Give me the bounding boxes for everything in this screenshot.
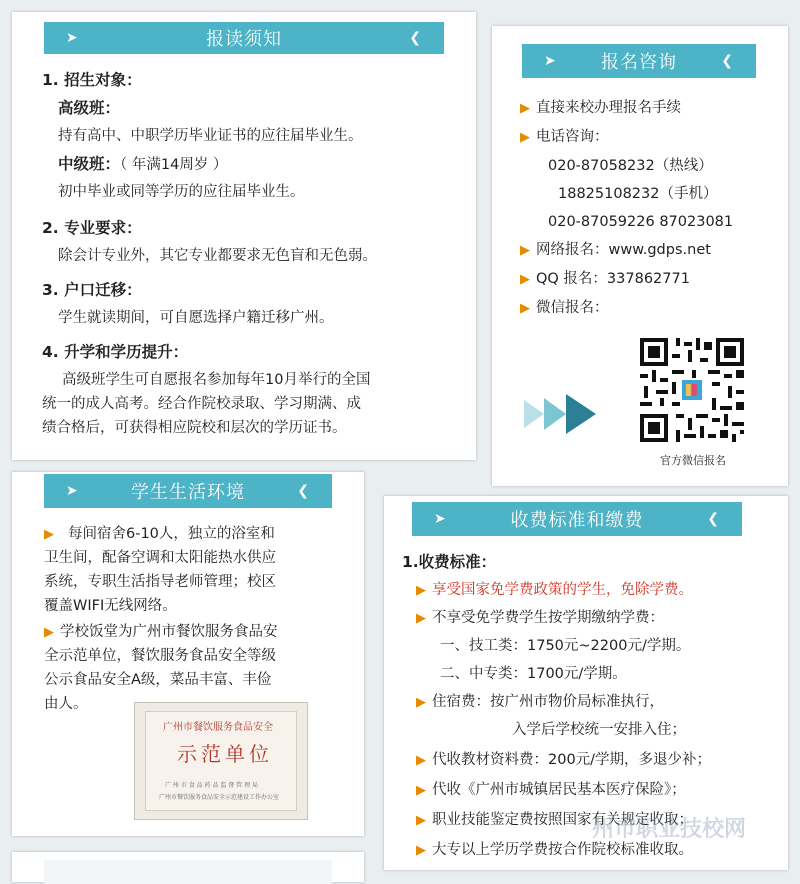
certificate-issuer-1: 广 州 市 食 品 药 品 监 督 管 理 局 [165,782,258,789]
consult-item-wechat-label: 微信报名： [536,300,609,316]
life-panel [12,472,364,836]
consult-panel [492,26,788,486]
fee-item-tuition-label: 不享受免学费学生按学期缴纳学费： [432,610,664,626]
bullet-icon: ▶ [416,813,426,828]
bullet-icon: ▶ [416,695,426,710]
s2-heading: 2. 专业要求： [42,219,142,237]
qr-caption: 官方微信报名 [660,454,726,467]
consult-item-phone-label: 电话咨询： [536,129,609,145]
wechat-qr-code-icon [636,334,748,446]
fee-item-tuition [416,608,664,629]
life-p2-line: 全示范单位，餐饮服务食品安全等级 [44,648,276,664]
fees-title: 收费标准和缴费 [510,510,644,531]
bullet-icon: ▶ [520,301,530,316]
fee-item-textbook-label: 代收教材资料费：200元/学期，多退少补； [432,752,712,768]
fees-heading: 1.收费标准： [402,553,497,571]
s1-heading: 1. 招生对象： [42,71,142,89]
food-safety-certificate [134,702,308,820]
s4-heading: 4. 升学和学历提升： [42,343,189,361]
consult-banner [522,44,756,78]
arrow-right-icon: ➤ [434,511,447,527]
fee-item-insurance-label: 代收《广州市城镇居民基本医疗保险》； [432,782,686,798]
arrow-left-icon: ❮ [721,53,734,69]
bullet-icon: ▶ [416,843,426,858]
life-banner [44,474,332,508]
consult-item-walkin [520,98,681,119]
s4-line: 绩合格后，可获得相应院校和层次的学历证书。 [42,420,347,436]
consult-item-qq [520,269,690,290]
life-p2-line: 由人。 [44,696,88,712]
fee-dorm-note: 入学后学校统一安排入住； [512,722,686,738]
s4-line: 高级班学生可自愿报名参加每年10月举行的全国 [62,372,371,388]
cropped-bottom-panel [12,852,364,882]
fees-banner [412,502,742,536]
s1-sub-senior: 高级班： [58,99,121,117]
triple-arrow-icon [524,392,610,436]
bullet-icon: ▶ [416,753,426,768]
consult-item-web-label: 网络报名：www.gdps.net [536,242,711,258]
consult-item-phone [520,127,609,148]
fee-item-exempt [416,580,693,601]
life-p1-line: 覆盖WIFI无线网络。 [44,598,177,614]
life-p1-line: 系统，专职生活指导老师管理；校区 [44,574,276,590]
bullet-icon: ▶ [520,101,530,116]
bullet-icon: ▶ [416,583,426,598]
life-p1-text: 每间宿舍6-10人，独立的浴室和 [68,526,275,542]
s3-text: 学生就读期间，可自愿选择户籍迁移广州。 [58,310,334,326]
fee-item-exempt-label: 享受国家免学费政策的学生，免除学费。 [432,582,693,598]
bullet-icon: ▶ [520,243,530,258]
notice-title: 报读须知 [206,29,282,50]
consult-title: 报名咨询 [601,52,677,73]
phone-mobile: 18825108232（手机） [558,186,718,202]
bullet-icon: ▶ [416,611,426,626]
consult-item-walkin-label: 直接来校办理报名手续 [536,100,681,116]
certificate-top: 广州市餐饮服务食品安全 [163,722,273,733]
s1-sub-middle [58,154,227,176]
life-p1-line: 卫生间，配备空调和太阳能热水供应 [44,550,276,566]
life-p2-text: 学校饭堂为广州市餐饮服务食品安 [60,624,278,640]
consult-item-qq-label: QQ 报名：337862771 [536,271,690,287]
bullet-icon: ▶ [416,783,426,798]
bullet-icon: ▶ [520,130,530,145]
s4-line: 统一的成人高考。经合作院校录取、学习期满、成 [42,396,361,412]
consult-item-web [520,240,711,261]
fee-item-college [416,840,693,861]
life-p2-line [44,622,278,643]
notice-panel [12,12,476,460]
fee-item-skill-label: 职业技能鉴定费按照国家有关规定收取； [432,812,693,828]
cropped-banner [44,860,332,884]
life-p2-line: 公示食品安全A级，菜品丰富、丰俭 [44,672,272,688]
bullet-icon: ▶ [520,272,530,287]
fee-tech: 一、技工类：1750元~2200元/学期。 [440,638,691,654]
fee-item-dorm [416,692,664,713]
fee-item-insurance [416,780,686,801]
arrow-right-icon: ➤ [66,483,79,499]
s1-text-middle: 初中毕业或同等学历的应往届毕业生。 [58,184,305,200]
arrow-left-icon: ❮ [297,483,310,499]
fee-item-dorm-label: 住宿费：按广州市物价局标准执行， [432,694,664,710]
life-p1-line [44,524,275,545]
phone-hotline: 020-87058232（热线） [548,158,713,174]
arrow-left-icon: ❮ [707,511,720,527]
s1-text-senior: 持有高中、中职学历毕业证书的应往届毕业生。 [58,128,363,144]
notice-banner [44,22,444,54]
fee-secondary: 二、中专类：1700元/学期。 [440,666,627,682]
s3-heading: 3. 户口迁移： [42,281,142,299]
s1-sub-middle-note: （ 年满14周岁 ） [120,157,228,173]
certificate-main: 示范单位 [177,742,273,766]
arrow-right-icon: ➤ [66,30,79,46]
fee-item-college-label: 大专以上学历学费按合作院校标准收取。 [432,842,693,858]
s1-sub-middle-label: 中级班： [58,155,121,173]
phone-other: 020-87059226 87023081 [548,214,734,230]
watermark: 州市职业技校网 [592,817,747,842]
life-title: 学生生活环境 [131,482,245,503]
certificate-issuer-2: 广州市餐饮服务食品安全示范建设工作办公室 [159,794,280,801]
s2-text: 除会计专业外，其它专业都要求无色盲和无色弱。 [58,248,377,264]
fee-item-textbook [416,750,711,771]
bullet-icon: ▶ [44,625,54,640]
bullet-icon: ▶ [44,527,54,542]
arrow-left-icon: ❮ [409,30,422,46]
consult-item-wechat [520,298,609,319]
arrow-right-icon: ➤ [544,53,557,69]
